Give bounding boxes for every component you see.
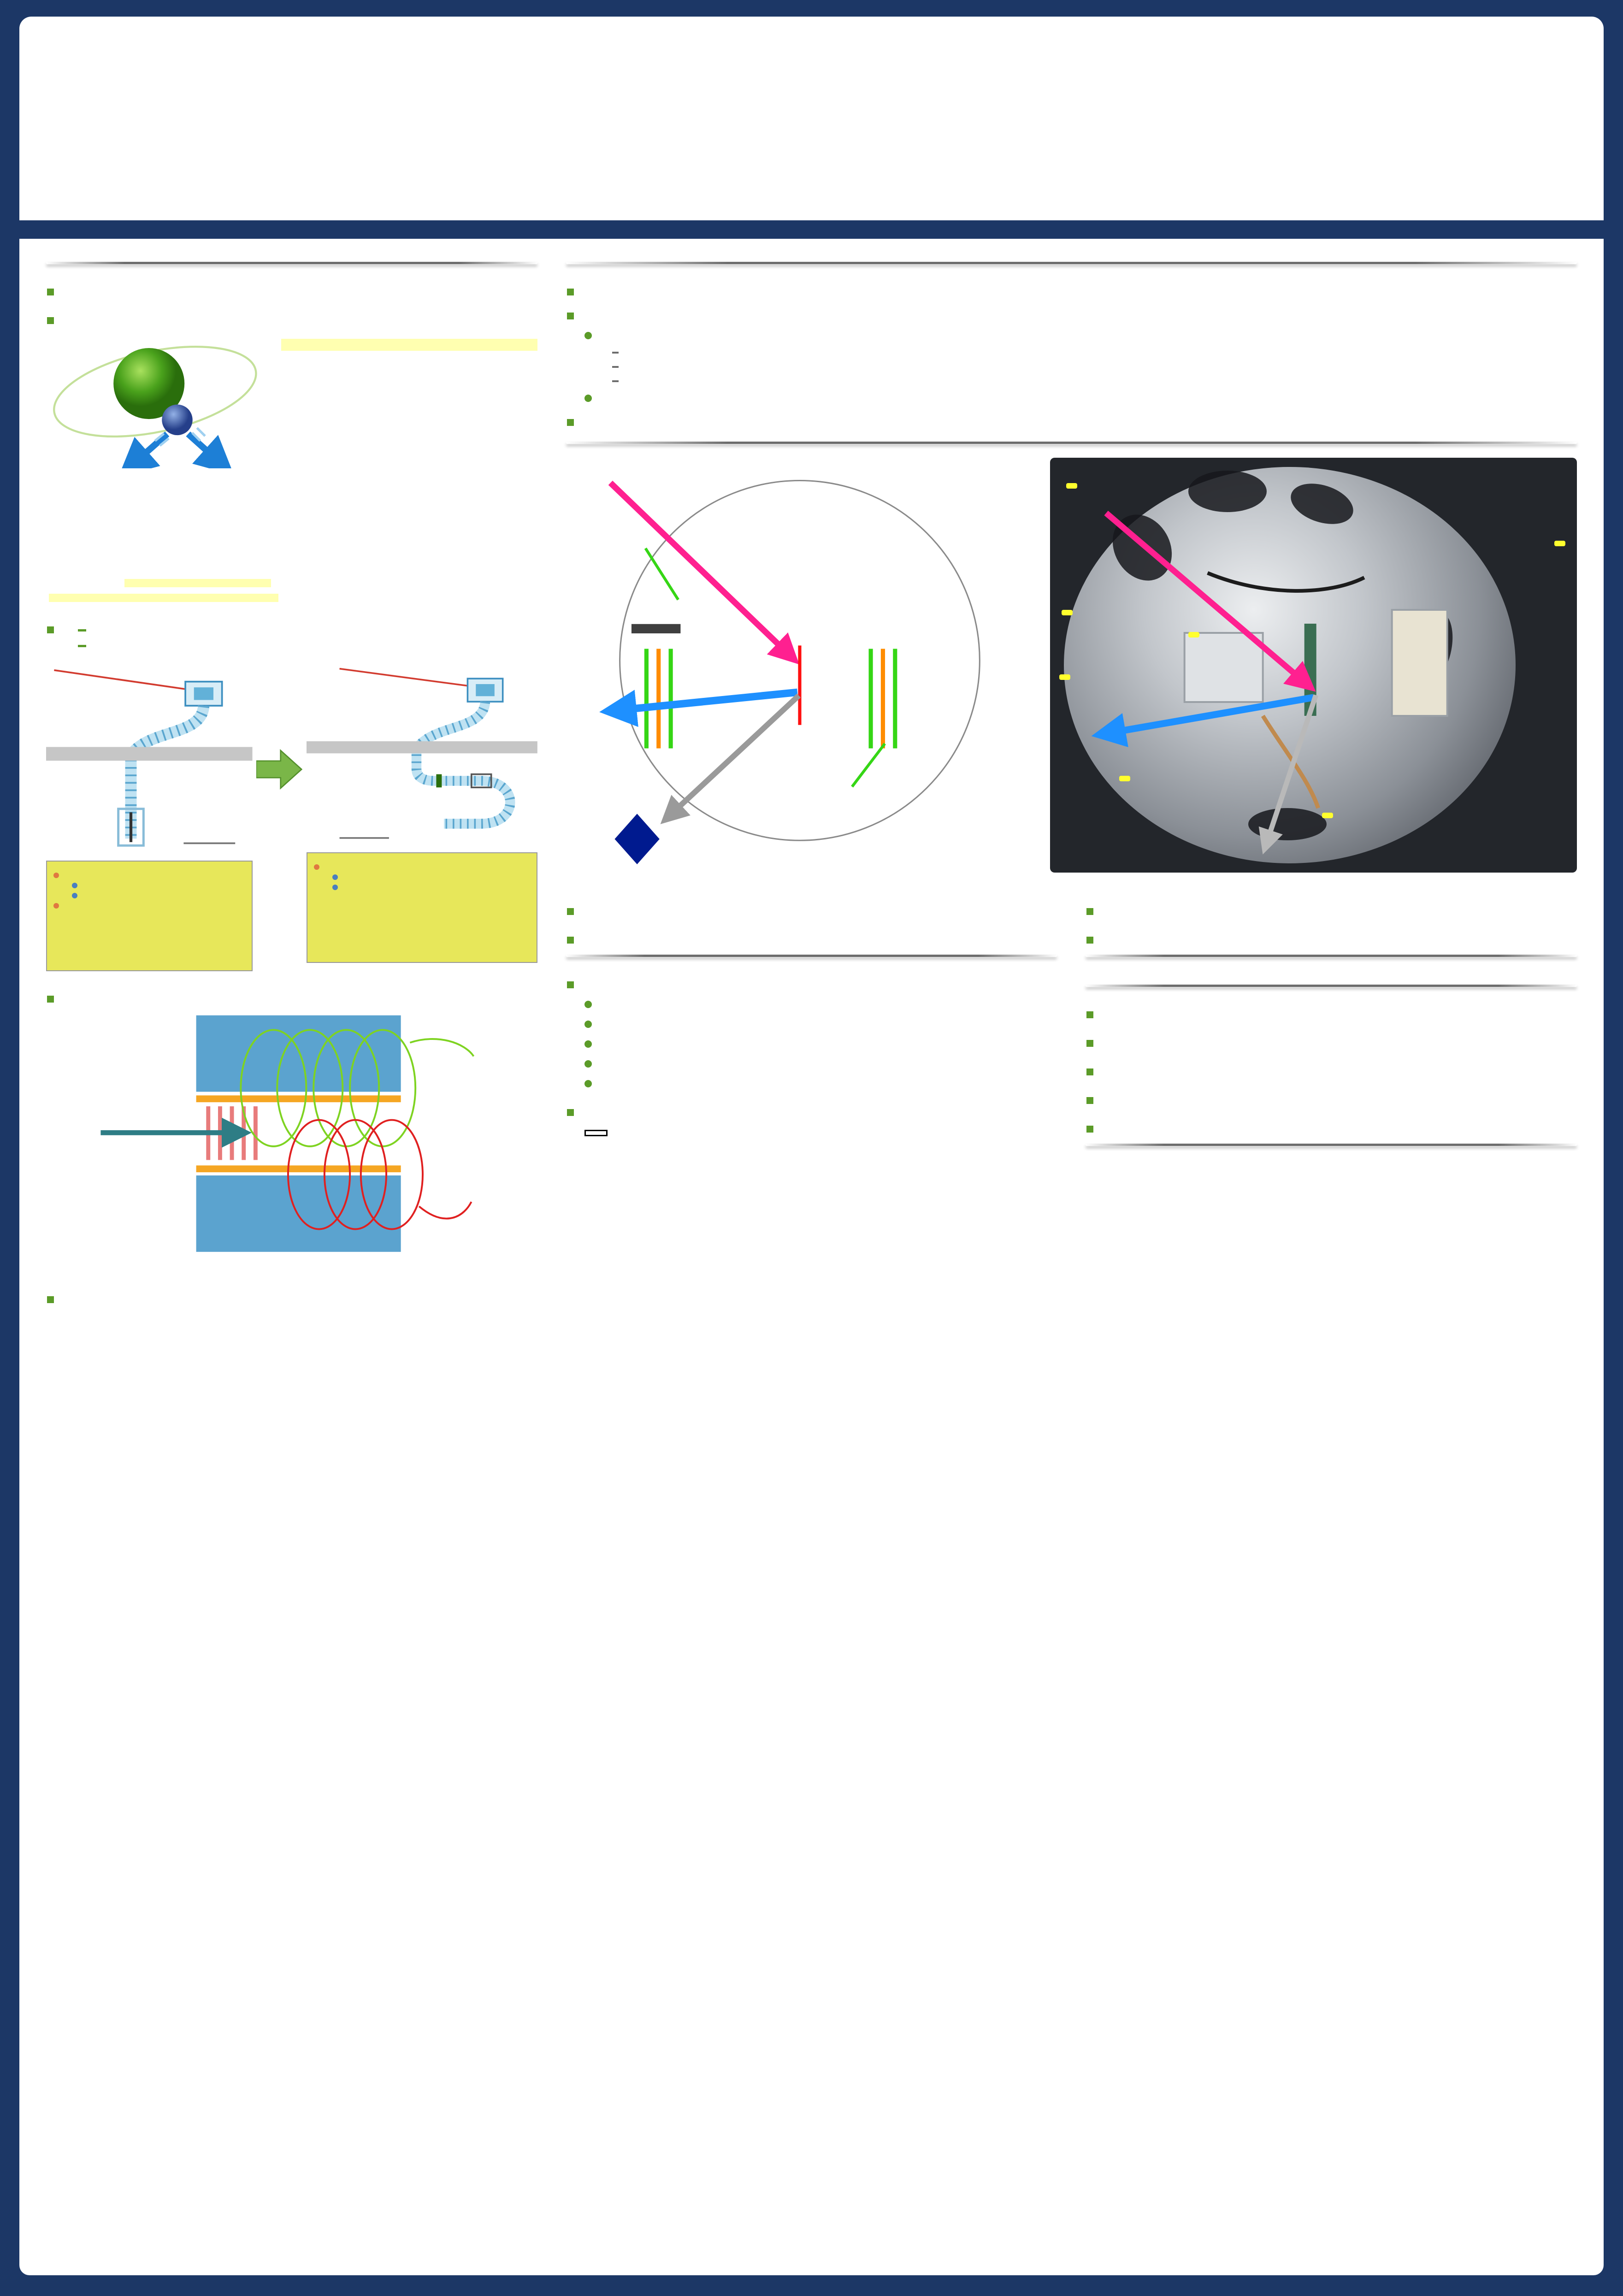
label-muonic-xray [1119,776,1130,781]
photo-arrows [1050,458,1577,873]
intro-bullet-3 [46,616,537,650]
target-si [612,372,1577,382]
bullet-marker [47,626,54,633]
figure5-schematic [566,458,1033,873]
bullet-marker [47,317,54,324]
phase2-item [78,634,93,647]
intro-bullet-1 [46,278,537,295]
calc-assumption-4 [584,1051,1057,1068]
poster-body [19,239,1604,2275]
phase1-summary-box [46,861,253,971]
calc-bullet-1 [566,971,1057,988]
label-charged-particle-detectors [1554,541,1565,546]
divider [1086,955,1577,957]
plan-item-1 [1086,1001,1577,1018]
figure2 [46,661,537,971]
phase2-summary-box [307,852,537,963]
divider [1086,985,1577,987]
intro-bullet-2 [46,307,537,324]
figure5-photo [1050,458,1577,873]
figure2-phase2-panel [307,661,537,963]
column-middle [566,886,1057,1624]
figure1 [46,335,537,602]
methods-bullet-2 [566,926,1057,944]
label-beam-veto-counter [1322,813,1333,818]
plan-item-2 [1086,1029,1577,1047]
figure2-arrow [253,661,307,795]
bullet-marker [47,1296,54,1303]
target-ti [612,357,1577,368]
poster-header [19,17,1604,220]
intro-bullet-4 [46,985,537,1003]
calc-assumption-2 [584,1012,1057,1028]
nuclear-muon-capture-box [49,594,278,602]
goal-measure [584,323,1577,339]
figure1-nucleus-diagram [46,335,272,602]
figure3 [46,1014,537,1272]
label-mu-beam [1066,483,1077,489]
beyond-sm-box [281,339,537,351]
column-introduction [46,253,537,1624]
plan-item-5 [1086,1115,1577,1133]
figure2-phase1-panel [46,661,253,971]
newmeas-bullet-3 [566,408,1577,426]
methods-bullet-4 [1086,926,1577,944]
bullet-marker [47,289,54,295]
label-charged-particle [1059,674,1070,680]
figure5 [566,458,1577,873]
divider [566,955,1057,957]
divider [566,442,1577,444]
calc-assumption-1 [584,992,1057,1008]
plan-item-3 [1086,1058,1577,1075]
figure4-plot [46,1314,537,1611]
methods-bullet-3 [1086,897,1577,915]
bullet-marker [47,996,54,1003]
section-methods [566,432,1577,886]
methods-bullet-1 [566,897,1057,915]
figure6-legend-title [584,1130,608,1136]
label-lead-shield [1062,610,1073,615]
dash-marker [78,645,86,647]
goal-precision [584,386,1577,402]
column-right [1086,886,1577,1624]
divider [566,262,1577,264]
tracker-concept-graphic [46,1014,537,1272]
calc-bullet-2 [566,1098,1057,1116]
newmeas-bullet-2 [566,302,1577,319]
phase2-beamline-graphic [307,661,537,848]
calc-assumption-3 [584,1032,1057,1048]
setup-schematic-graphic [566,458,1033,873]
phase1-beamline-graphic [46,661,253,856]
intro-bullet-5 [46,1286,537,1303]
newmeas-bullet-1 [566,278,1577,295]
phase1-item [78,619,93,632]
section-new-measurement [566,253,1577,432]
figure6-plot [566,1130,1057,1557]
nucleus-orbit-graphic [46,335,272,468]
label-target [1188,632,1199,637]
divider [1086,1144,1577,1146]
dash-marker [78,629,86,632]
divider [46,262,537,264]
calc-assumption-5 [584,1071,1057,1087]
plan-item-4 [1086,1086,1577,1104]
decay-in-orbit-box [124,579,271,587]
target-al [612,343,1577,354]
figure1-beyond-sm [281,335,537,602]
